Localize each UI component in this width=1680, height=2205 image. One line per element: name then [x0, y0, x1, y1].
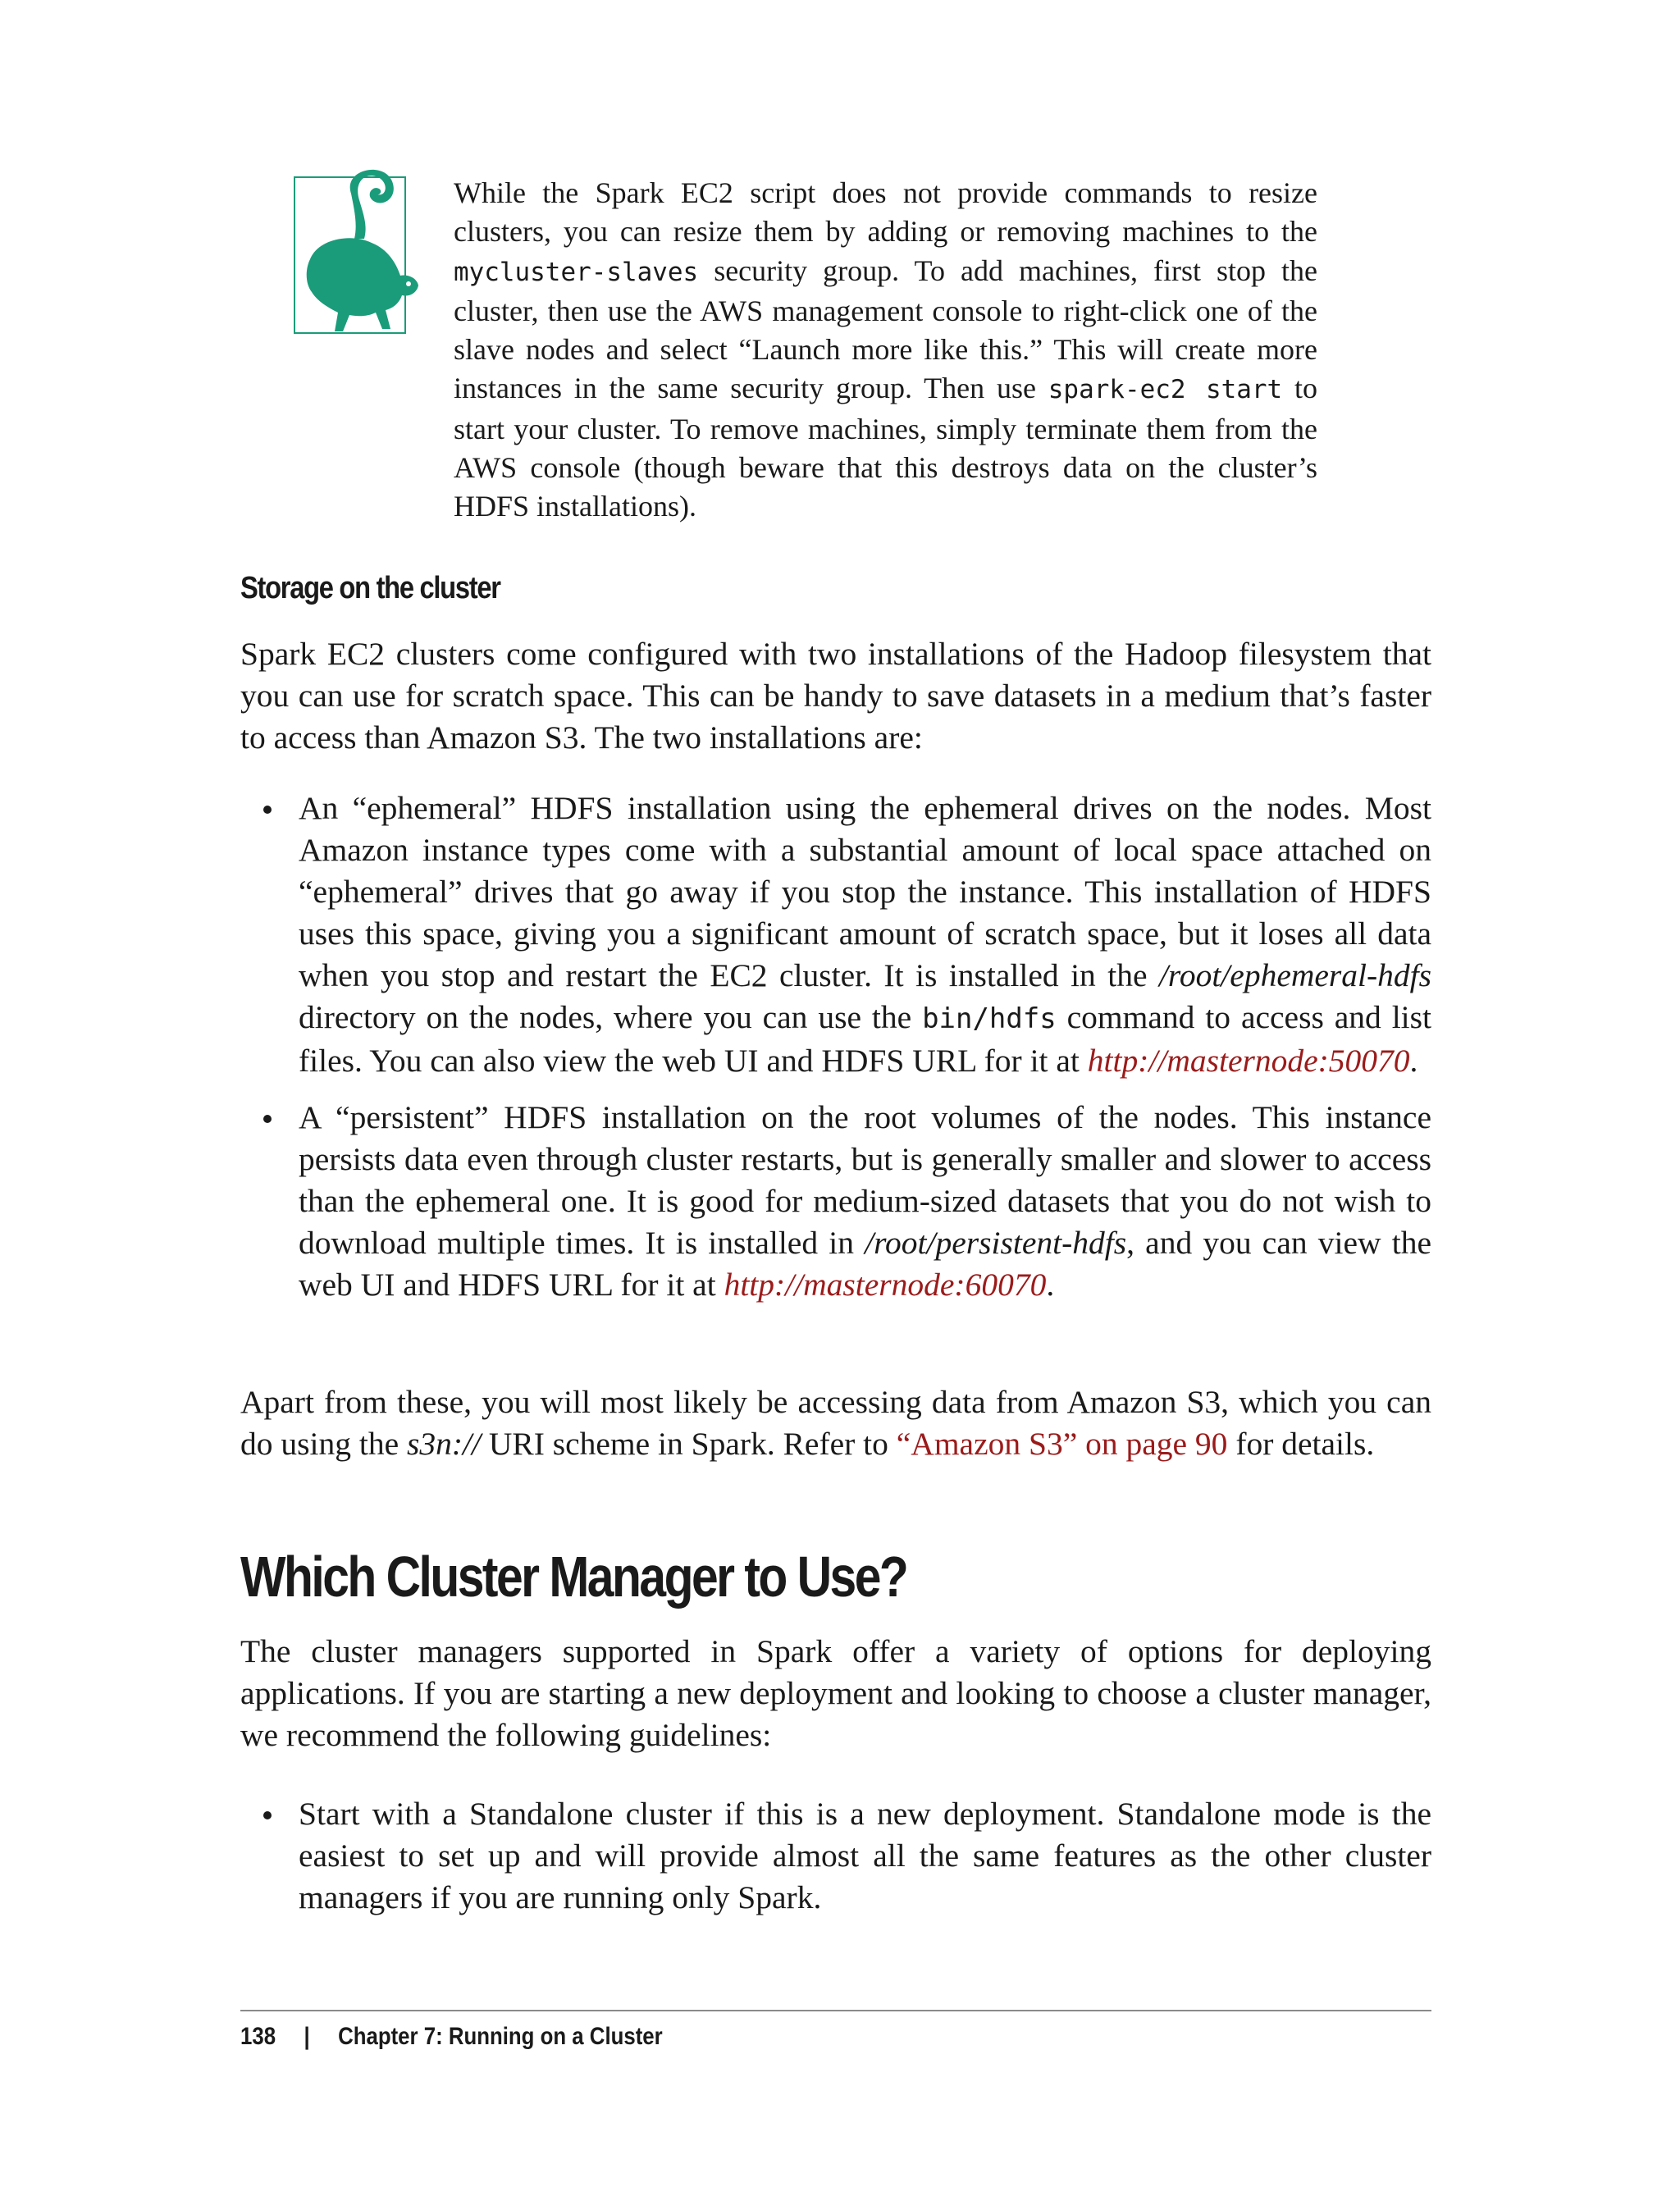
emphasis-text: s3n:// — [406, 1426, 481, 1462]
tip-note: While the Spark EC2 script does not provide commands to resize clusters, you can resize them by adding or removing machines to the mycluster-slaves security group. To add machines, first stop the cluster, then use the AWS management console to right-click one of the slave nodes and select “Launch more like this.” This will create more instances in the same security group. Then use spark-ec2 start to start your cluster. To remove machines, simply terminate them from the AWS console (though beware that this destroys data on the cluster’s HDFS installations). — [454, 176, 1317, 523]
list-item-text: Start with a Standalone cluster if this is a new deployment. Standalone mode is the easiest to set up and will provide almost all the same features as the other cluster managers if you are running only Spark. — [299, 1796, 1431, 1915]
code-inline: mycluster-slaves — [454, 257, 699, 287]
subsection-heading: Storage on the cluster — [240, 571, 500, 605]
cross-reference-link[interactable]: “Amazon S3” on page 90 — [896, 1426, 1228, 1462]
list-item — [240, 788, 1431, 1082]
storage-closing-paragraph: Apart from these, you will most likely be accessing data from Amazon S3, which you can do using the s3n:// URI scheme in Spark. Refer to “Amazon S3” on page 90 for details. — [240, 1384, 1431, 1462]
bullet-icon — [263, 806, 272, 814]
footer-rule — [240, 2010, 1431, 2011]
section-intro-paragraph: The cluster managers supported in Spark offer a variety of options for deploying applications. If you are starting a new deployment and looking to choose a cluster manager, we recommend the following guidelines: — [240, 1633, 1431, 1753]
list-item-text: A “persistent” HDFS installation on the root volumes of the nodes. This instance persists data even through cluster restarts, but is generally smaller and slower to access than the ephemeral one. It is good for medium-sized datasets that you do not wish to download multiple times. It is installed in /root/persistent-hdfs, and you can view the web UI and HDFS URL for it at http://masternode:60070. — [299, 1099, 1432, 1303]
page-number: 138 — [240, 2023, 276, 2050]
list-item — [240, 1097, 1431, 1306]
page-footer — [240, 2023, 663, 2051]
list-item — [240, 1793, 1431, 1919]
chapter-title: Chapter 7: Running on a Cluster — [338, 2023, 663, 2050]
code-inline: bin/hdfs — [922, 1002, 1057, 1035]
emphasis-text: /root/persistent-hdfs — [865, 1225, 1127, 1261]
storage-bullet-list — [240, 788, 1431, 1321]
footer-separator: | — [304, 2023, 310, 2050]
list-item-text: An “ephemeral” HDFS installation using the ephemeral drives on the nodes. Most Amazon instance types come with a substantial amount of local space attached on “ephemeral” drives that go away if you stop the instance. This installation of HDFS uses this space, giving you a significant amount of scratch space, but it loses all data when you stop and restart the EC2 cluster. It is installed in the /root/ephemeral-hdfs directory on the nodes, where you can use the bin/hdfs command to access and list files. You can also view the web UI and HDFS URL for it at http://masternode:50070. — [299, 790, 1432, 1079]
storage-intro-paragraph: Spark EC2 clusters come configured with two installations of the Hadoop filesystem that you can use for scratch space. This can be handy to save datasets in a medium that’s faster to access than Amazon S3. The two installations are: — [240, 636, 1431, 756]
url-link[interactable]: http://masternode:60070 — [724, 1267, 1047, 1303]
lemur-icon — [294, 161, 425, 349]
code-inline: spark-ec2 start — [1048, 375, 1283, 405]
emphasis-text: /root/ephemeral-hdfs — [1158, 957, 1431, 993]
section-heading: Which Cluster Manager to Use? — [240, 1545, 907, 1609]
bullet-icon — [263, 1811, 272, 1819]
url-link[interactable]: http://masternode:50070 — [1087, 1043, 1410, 1079]
bullet-icon — [263, 1115, 272, 1123]
section-bullet-list — [240, 1793, 1431, 1933]
